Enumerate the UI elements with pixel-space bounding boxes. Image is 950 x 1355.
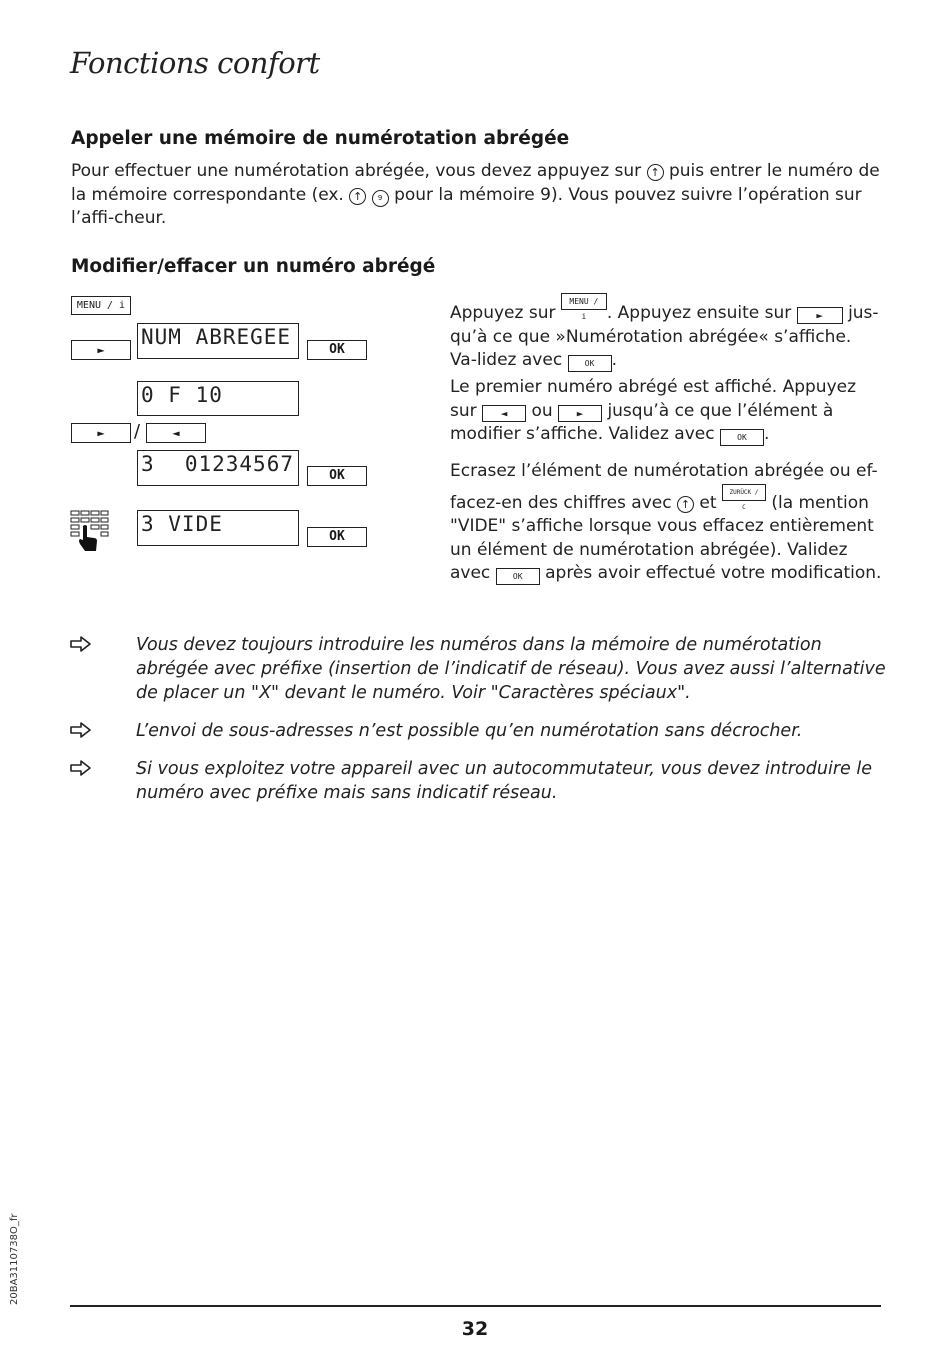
note-pointer-icon bbox=[70, 722, 92, 738]
text-part: et bbox=[699, 492, 717, 513]
menu-key: MENU / i bbox=[71, 296, 131, 315]
text-part: Pour effectuer une numérotation abrégée, vous devez appuyez sur bbox=[71, 161, 642, 181]
section-heading-modify-speed-dial: Modifier/effacer un numéro abrégé bbox=[71, 256, 436, 277]
lcd-entry-number: 3 bbox=[141, 452, 155, 476]
ok-key: OK bbox=[307, 466, 367, 486]
right-arrow-key: ► bbox=[71, 423, 131, 443]
ok-key-icon: OK bbox=[496, 568, 540, 585]
lcd-display-3 bbox=[137, 450, 299, 486]
text-part: . bbox=[763, 424, 770, 444]
note-pointer-icon bbox=[70, 636, 92, 652]
text-part: . bbox=[611, 350, 617, 370]
right-arrow-key-icon: ► bbox=[558, 405, 602, 422]
arrow-up-key-icon: ↑ bbox=[349, 188, 366, 205]
text-part: (la mention "VIDE" s’affiche lorsque vous effacez entièrement un élément de numérotation abrégée). Validez avec bbox=[450, 492, 874, 583]
footer-divider bbox=[70, 1305, 881, 1307]
text-part: ou bbox=[531, 400, 553, 421]
note-item: L’envoi de sous-adresses n’est possible qu’en numérotation sans décrocher. bbox=[136, 721, 803, 741]
arrow-up-key-icon: ↑ bbox=[677, 496, 694, 513]
right-arrow-key: ► bbox=[71, 340, 131, 360]
text-part: jus-qu’à ce que »Numérotation abrégée« s’affiche. Va-lidez avec bbox=[450, 303, 879, 370]
text-part: Le premier numéro abrégé est affiché. Appuyez sur bbox=[450, 377, 857, 421]
lcd-display-2: 0 F 10 bbox=[137, 381, 299, 416]
ok-key: OK bbox=[307, 340, 367, 360]
ok-key: OK bbox=[307, 527, 367, 547]
text-part: Ecrasez l’élément de numérotation abrégée ou ef-facez-en des chiffres avec bbox=[450, 461, 878, 513]
slash-separator: / bbox=[134, 421, 141, 442]
back-clear-key-icon: ZURÜCK / C bbox=[722, 484, 766, 501]
text-part: jusqu’à ce que l’élément à modifier s’affiche. Validez avec bbox=[450, 400, 834, 444]
page-number: 32 bbox=[461, 1318, 489, 1340]
text-part: pour la mémoire 9). Vous pouvez suivre l’opération sur l’affi-cheur. bbox=[71, 184, 862, 228]
menu-key-icon: MENU / i bbox=[561, 293, 607, 310]
left-arrow-key: ◄ bbox=[146, 423, 206, 443]
step-2-text bbox=[450, 376, 882, 447]
left-arrow-key-icon: ◄ bbox=[482, 405, 526, 422]
lcd-entry-digits: 01234567 bbox=[184, 452, 294, 476]
step-1-text bbox=[450, 293, 882, 373]
text-part: . Appuyez ensuite sur bbox=[606, 303, 792, 323]
text-part: Appuyez sur bbox=[450, 303, 556, 323]
document-reference: 20BA3110738O_fr bbox=[9, 1213, 20, 1305]
ok-key-icon: OK bbox=[720, 429, 764, 446]
note-pointer-icon bbox=[70, 760, 92, 776]
right-arrow-key-icon: ► bbox=[797, 307, 843, 324]
section-heading-speed-dial-call: Appeler une mémoire de numérotation abrégée bbox=[71, 128, 570, 149]
lcd-display-1: NUM ABREGEE bbox=[137, 323, 299, 359]
key-nine-icon: 9 bbox=[372, 190, 389, 207]
text-part: puis entrer le numéro de la mémoire correspondante (ex. bbox=[71, 161, 880, 205]
keypad-hand-icon bbox=[70, 510, 110, 554]
page-title: Fonctions confort bbox=[70, 46, 320, 80]
arrow-up-key-icon: ↑ bbox=[647, 164, 664, 181]
lcd-display-4: 3 VIDE bbox=[137, 510, 299, 546]
note-item: Vous devez toujours introduire les numéros dans la mémoire de numérotation abrégée avec préfixe (insertion de l’indicatif de réseau). Vous avez aussi l’alternative de placer un "X" devant le numéro. Voir "Caractères spéciaux". bbox=[136, 635, 886, 703]
section-speed-dial-call-text bbox=[71, 160, 886, 231]
text-part: après avoir effectué votre modification. bbox=[545, 563, 882, 583]
step-3-text bbox=[450, 460, 882, 586]
ok-key-icon: OK bbox=[568, 355, 612, 372]
note-item: Si vous exploitez votre appareil avec un autocommutateur, vous devez introduire le numéro avec préfixe mais sans indicatif réseau. bbox=[136, 759, 872, 803]
